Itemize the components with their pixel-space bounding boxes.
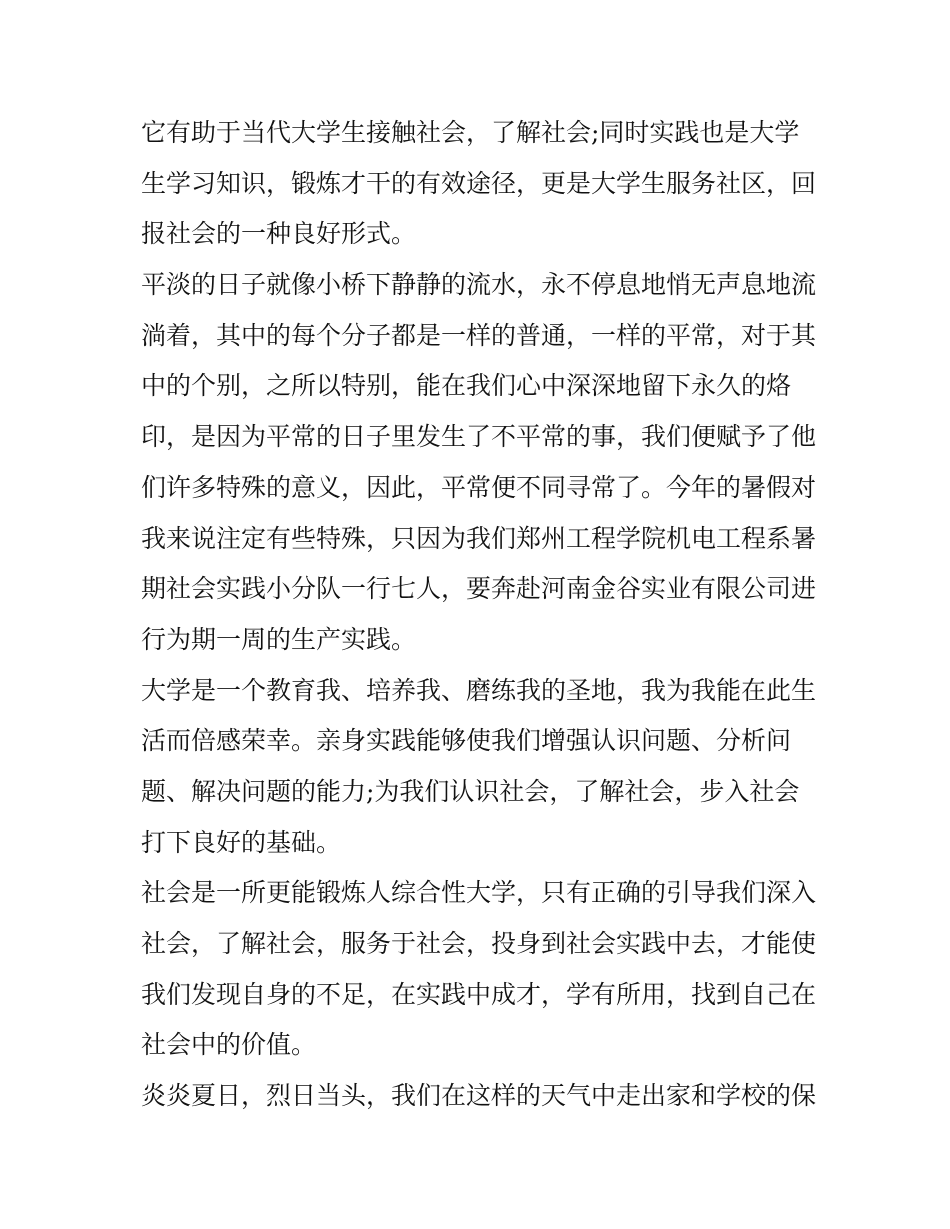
text-line: 炎炎夏日，烈日当头，我们在这样的天气中走出家和学校的保 [141,1081,816,1111]
text-line: 社会是一所更能锻炼人综合性大学，只有正确的引导我们深入 [141,878,816,908]
text-line: 社会，了解社会，服务于社会，投身到社会实践中去，才能使 [141,929,816,958]
text-line: 大学是一个教育我、培养我、磨练我的圣地，我为我能在此生 [141,675,816,705]
text-line: 社会中的价值。 [141,1030,317,1060]
text-line: 平淡的日子就像小桥下静静的流水，永不停息地悄无声息地流 [141,270,816,300]
text-line: 题、解决问题的能力;为我们认识社会，了解社会，步入社会 [141,776,800,806]
text-line: 打下良好的基础。 [141,827,342,857]
text-line: 们许多特殊的意义，因此，平常便不同寻常了。今年的暑假对 [141,472,816,502]
document-body [141,108,816,1122]
text-line: 印，是因为平常的日子里发生了不平常的事，我们便赋予了他 [141,422,816,452]
text-line: 期社会实践小分队一行七人，要奔赴河南金谷实业有限公司进 [141,574,816,604]
text-line: 活而倍感荣幸。亲身实践能够使我们增强认识问题、分析问 [141,726,792,756]
text-line: 中的个别，之所以特别，能在我们心中深深地留下永久的烙 [141,371,792,401]
text-line: 行为期一周的生产实践。 [141,624,417,654]
text-line: 报社会的一种良好形式。 [141,219,417,249]
text-line: 我来说注定有些特殊，只因为我们郑州工程学院机电工程系暑 [141,523,816,553]
text-line: 淌着，其中的每个分子都是一样的普通，一样的平常，对于其 [141,320,816,350]
text-line: 我们发现自身的不足，在实践中成才，学有所用，找到自己在 [141,979,816,1009]
text-line: 生学习知识，锻炼才干的有效途径，更是大学生服务社区，回 [141,168,816,198]
text-line: 它有助于当代大学生接触社会，了解社会;同时实践也是大学 [141,118,800,147]
